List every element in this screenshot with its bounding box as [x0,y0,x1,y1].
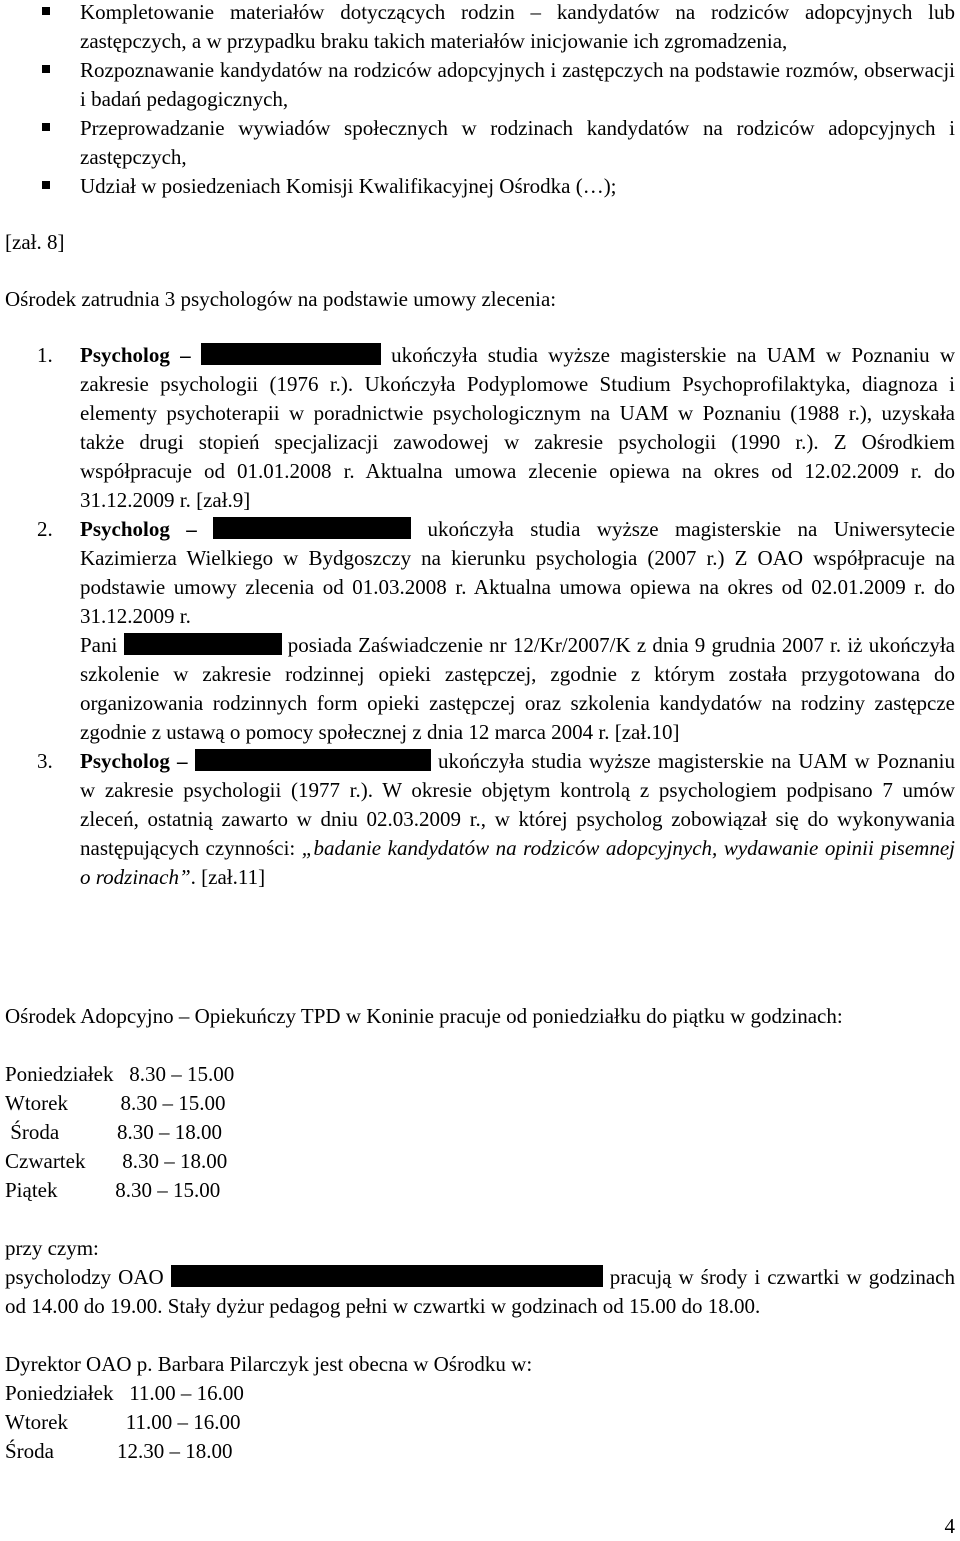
hours-row: Czwartek 8.30 – 18.00 [5,1149,228,1173]
psychologist-title: Psycholog [80,749,170,773]
redacted-name [213,517,411,539]
list-item: Rozpoznawanie kandydatów na rodziców adopcyjnych i zastępczych na podstawie rozmów, obserwacji i badań pedagogicznych, [5,56,955,114]
list-item: Kompletowanie materiałów dotyczących rodzin – kandydatów na rodziców adopcyjnych lub zastępczych, a w przypadku braku takich materiałów inicjowanie ich zgromadzenia, [5,0,955,56]
duties-list [5,0,955,201]
psychologist-description: ukończyła studia wyższe magisterskie na UAM w Poznaniu w zakresie psychologii (1977 r.). W okresie objętym kontrolą z psychologiem podpisano 7 umów zleceń, ostatnią zawarto w dniu 02.03.2009 r., w której psycholog zobowiązał się do wykonywania następujących czynności: [80,749,955,860]
item-number: 2. [37,517,53,541]
hours-row: Poniedziałek 11.00 – 16.00 [5,1381,244,1405]
title-dash: – [169,517,214,541]
psychologists-label: psycholodzy OAO [5,1265,164,1289]
przy-czym: przy czym: [5,1236,99,1260]
hours-row: Środa 8.30 – 18.00 [5,1120,222,1144]
duties-quote: „badanie kandydatów na rodziców adopcyjnych, wydawanie opinii pisemnej o rodzinach” [80,836,955,889]
page-number: 4 [944,1514,955,1538]
item-number: 1. [37,343,53,367]
square-bullet-icon [42,181,50,189]
hours-row: Piątek 8.30 – 15.00 [5,1178,221,1202]
hours-row: Poniedziałek 8.30 – 15.00 [5,1062,235,1086]
pani-label: Pani [80,633,118,657]
psychologist-3 [5,747,955,892]
list-item: Przeprowadzanie wywiadów społecznych w rodzinach kandydatów na rodziców adopcyjnych i zastępczych, [5,114,955,172]
list-item: Udział w posiedzeniach Komisji Kwalifikacyjnej Ośrodka (…); [5,172,955,201]
psychologist-1 [5,341,955,515]
psychologist-description: ukończyła studia wyższe magisterskie na UAM w Poznaniu w zakresie psychologii (1976 r.). Ukończyła Podyplomowe Studium Psychoprofilaktyka, diagnoza i elementy psychoterapii w poradnictwie psychologicznym na UAM w Poznaniu (1988 r.), uzyskała także drugi stopień specjalizacji zawodowej w zakresie psychologii (1990 r.). Z Ośrodkiem współpracuje od 01.01.2008 r. Aktualna umowa zlecenie opiewa na okres od 12.02.2009 r. do 31.12.2009 r. [zał.9] [80,343,956,512]
title-dash: – [169,749,195,773]
hours-row: Wtorek 11.00 – 16.00 [5,1410,241,1434]
hours-row: Wtorek 8.30 – 15.00 [5,1091,226,1115]
redacted-name [124,633,282,655]
psychologists-hours-text: pracują w środy i czwartki w godzinach od 14.00 do 19.00. Stały dyżur pedagog pełni w czwartki w godzinach od 15.00 do 18.00. [5,1265,955,1318]
psychologist-2 [5,515,955,747]
psychologist-title: Psycholog [80,517,170,541]
working-hours-table [5,1060,955,1205]
redacted-names [171,1265,603,1287]
item-number: 3. [37,749,53,773]
psychologists-intro: Ośrodek zatrudnia 3 psychologów na podstawie umowy zlecenia: [5,287,557,311]
title-dash: – [169,343,201,367]
redacted-name [201,343,381,365]
psychologists-list [5,341,955,892]
attachment-ref-8: [zał. 8] [5,230,65,254]
hours-row: Środa 12.30 – 18.00 [5,1439,233,1463]
square-bullet-icon [42,7,50,15]
square-bullet-icon [42,123,50,131]
square-bullet-icon [42,65,50,73]
psychologist-title: Psycholog [80,343,170,367]
working-hours-intro: Ośrodek Adopcyjno – Opiekuńczy TPD w Koninie pracuje od poniedziałku do piątku w godzinach: [5,1004,843,1028]
psychologist-description: ukończyła studia wyższe magisterskie na Uniwersytecie Kazimierza Wielkiego w Bydgoszczy na kierunku psychologia (2007 r.) Z OAO współpracuje na podstawie umowy zlecenia od 01.03.2008 r. Aktualna umowa opiewa na okres od 02.01.2009 r. do 31.12.2009 r. [80,517,955,628]
certificate-paragraph [80,631,955,747]
psychologists-hours-paragraph [5,1263,955,1321]
certificate-text: posiada Zaświadczenie nr 12/Kr/2007/K z dnia 9 grudnia 2007 r. iż ukończyła szkolenie w zakresie rodzinnej opieki zastępczej, zgodnie z którym została przygotowana do organizowania rodzinnych form opieki zastępczej oraz szkolenia kandydatów na rodziny zastępcze zgodnie z ustawą o pomocy społecznej z dnia 12 marca 2004 r. [zał.10] [80,633,956,744]
director-hours-table [5,1379,955,1466]
director-presence: Dyrektor OAO p. Barbara Pilarczyk jest obecna w Ośrodku w: [5,1352,533,1376]
attachment-ref: . [zał.11] [190,865,266,889]
redacted-name [195,749,431,771]
